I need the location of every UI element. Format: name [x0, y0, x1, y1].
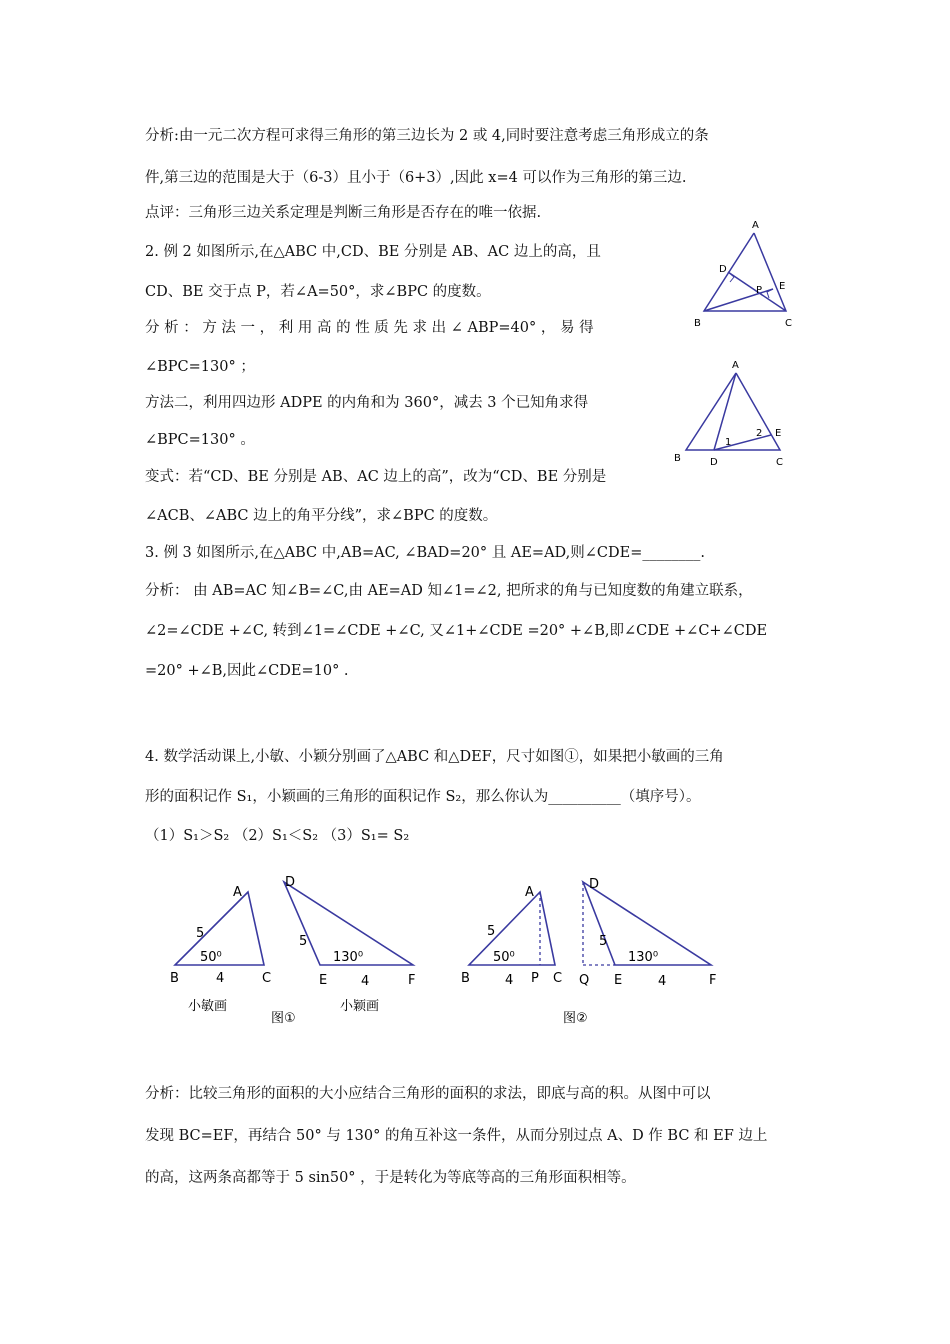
figure-example3	[670, 355, 800, 470]
point-label: B	[170, 971, 179, 986]
point-label: P	[756, 285, 763, 296]
point-label: C	[553, 971, 563, 986]
side-label: 4	[361, 974, 370, 989]
text-line: 4. 数学活动课上,小敏、小颖分别画了△ABC 和△DEF，尺寸如图①，如果把小敏画的三角	[145, 749, 724, 765]
point-label: F	[709, 973, 717, 988]
text-line: 分析:由一元二次方程可求得三角形的第三边长为 2 或 4,同时要注意考虑三角形成立的条	[145, 128, 709, 144]
text-line: 形的面积记作 S₁，小颖画的三角形的面积记作 S₂，那么你认为__________（填序号）。	[145, 789, 701, 805]
text-line: =20° +∠B,因此∠CDE=10° .	[145, 663, 349, 679]
figure-caption: 图①	[271, 1011, 296, 1026]
text-line: 2. 例 2 如图所示,在△ABC 中,CD、BE 分别是 AB、AC 边上的高，且	[145, 244, 601, 260]
point-label: E	[614, 973, 623, 988]
angle-label: 1	[725, 437, 732, 448]
angle-label: 130⁰	[628, 950, 659, 965]
angle-label: 50⁰	[200, 950, 222, 965]
text-line: CD、BE 交于点 P，若∠A=50°，求∠BPC 的度数。	[145, 284, 491, 300]
side-label: 4	[505, 973, 514, 988]
text-line: 变式：若“CD、BE 分别是 AB、AC 边上的高”，改为“CD、BE 分别是	[145, 469, 607, 485]
side-label: 5	[487, 924, 496, 939]
figure-1	[160, 870, 450, 1030]
point-label: F	[408, 973, 416, 988]
point-label: B	[694, 318, 701, 329]
angle-label: 2	[756, 428, 763, 439]
point-label: P	[531, 971, 539, 986]
point-label: D	[710, 457, 718, 468]
point-label: C	[262, 971, 272, 986]
point-label: D	[285, 875, 296, 890]
point-label: B	[461, 971, 470, 986]
text-line: 件,第三边的范围是大于（6-3）且小于（6+3）,因此 x=4 可以作为三角形的第三边.	[145, 170, 687, 186]
text-line: 分 析 ： 方 法 一 ， 利 用 高 的 性 质 先 求 出 ∠ ABP=40° ， 易 得	[145, 320, 594, 336]
side-label: 5	[196, 926, 205, 941]
text-line: 分析： 由 AB=AC 知∠B=∠C,由 AE=AD 知∠1=∠2, 把所求的角与已知度数的角建立联系，	[145, 583, 753, 599]
text-line: ∠BPC=130° 。	[145, 432, 255, 448]
text-line: ∠2=∠CDE +∠C, 转到∠1=∠CDE +∠C, 又∠1+∠CDE =20° +∠B,即∠CDE +∠C+∠CDE	[145, 623, 768, 639]
figure-caption: 小敏画	[188, 999, 228, 1014]
text-line: 分析：比较三角形的面积的大小应结合三角形的面积的求法，即底与高的积。从图中可以	[145, 1086, 711, 1102]
point-label: A	[233, 885, 242, 900]
point-label: C	[785, 318, 792, 329]
side-label: 4	[216, 971, 225, 986]
point-label: Q	[579, 973, 590, 988]
text-line: 的高，这两条高都等于 5 sin50° ，于是转化为等底等高的三角形面积相等。	[145, 1170, 636, 1186]
point-label: E	[775, 428, 782, 439]
text-line: 发现 BC=EF，再结合 50° 与 130° 的角互补这一条件，从而分别过点 A、D 作 BC 和 EF 边上	[145, 1128, 768, 1144]
point-label: D	[719, 264, 727, 275]
point-label: C	[776, 457, 783, 468]
point-label: E	[779, 281, 786, 292]
text-line: 方法二，利用四边形 ADPE 的内角和为 360°，减去 3 个已知角求得	[145, 395, 589, 411]
point-label: A	[525, 885, 534, 900]
point-label: A	[732, 360, 739, 371]
figure-caption: 图②	[563, 1011, 588, 1026]
text-line: ∠BPC=130° ；	[145, 359, 255, 375]
text-line: ∠ACB、∠ABC 边上的角平分线”，求∠BPC 的度数。	[145, 508, 498, 524]
figure-caption: 小颖画	[340, 999, 380, 1014]
point-label: A	[752, 220, 759, 231]
point-label: B	[674, 453, 681, 464]
text-line: （1）S₁＞S₂ （2）S₁＜S₂ （3）S₁= S₂	[145, 828, 410, 844]
side-label: 4	[658, 974, 667, 989]
text-line: 3. 例 3 如图所示,在△ABC 中,AB=AC, ∠BAD=20° 且 AE=AD,则∠CDE=________.	[145, 545, 705, 561]
side-label: 5	[599, 934, 608, 949]
angle-label: 50⁰	[493, 950, 515, 965]
side-label: 5	[299, 934, 308, 949]
figure-2	[455, 870, 730, 1030]
point-label: E	[319, 973, 328, 988]
angle-label: 130⁰	[333, 950, 364, 965]
figure-example2	[690, 215, 800, 335]
text-line: 点评：三角形三边关系定理是判断三角形是否存在的唯一依据.	[145, 205, 542, 221]
point-label: D	[589, 877, 600, 892]
